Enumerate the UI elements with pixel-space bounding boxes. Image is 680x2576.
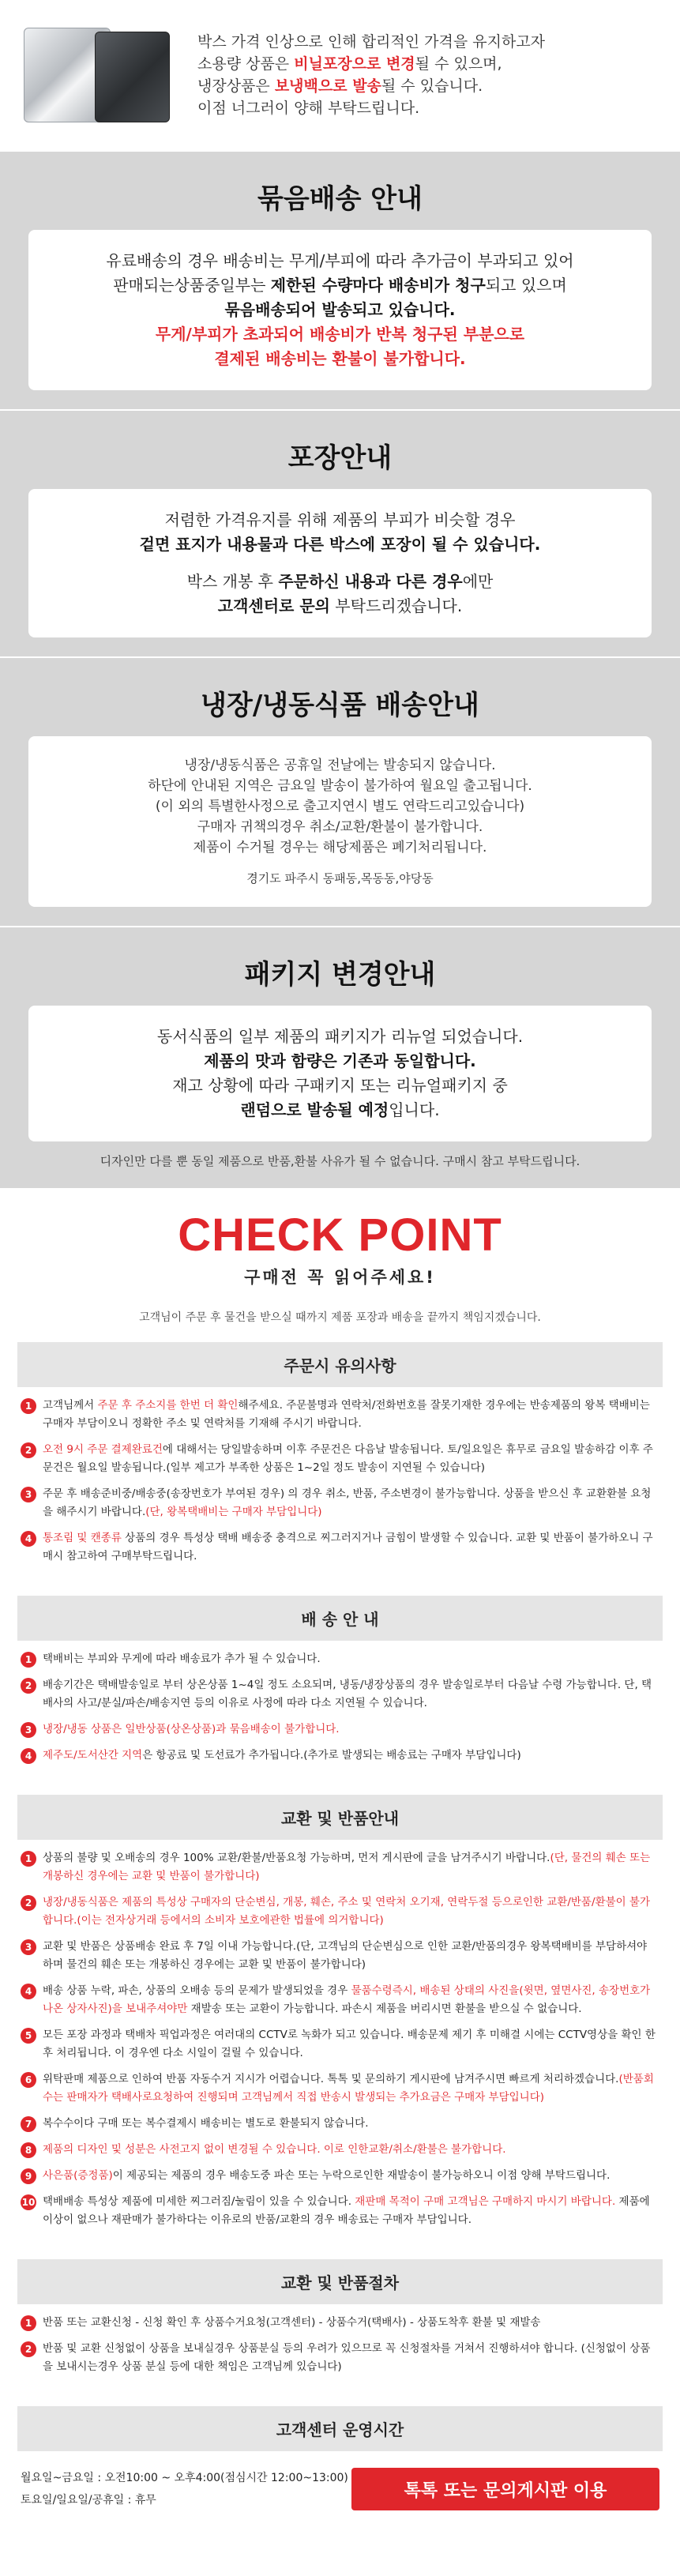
number-badge: 3 xyxy=(21,1722,36,1738)
procedure-header: 교환 및 반품절차 xyxy=(17,2259,663,2304)
customer-center-header: 고객센터 운영시간 xyxy=(17,2406,663,2451)
list-item-text: 상품의 불량 및 오배송의 경우 100% 교환/환불/반품요청 가능하며, 먼저 게시판에 글을 남겨주시기 바랍니다.(단, 물건의 훼손 또는 개봉하신 경우에는 교환 및 반품이 불가합니다) xyxy=(43,1852,651,1882)
number-badge: 3 xyxy=(21,1939,36,1955)
package-change-box: 동서식품의 일부 제품의 패키지가 리뉴얼 되었습니다. 제품의 맛과 함량은 기존과 동일합니다. 재고 상황에 따라 구패키지 또는 리뉴얼패키지 중 랜덤으로 발송될 예정입니다. xyxy=(28,1006,652,1141)
list-item xyxy=(21,1747,659,1765)
talk-or-qna-button[interactable]: 톡톡 또는 문의게시판 이용 xyxy=(351,2468,659,2510)
highlight-text: 비닐포장으로 변경 xyxy=(294,55,415,73)
list-item xyxy=(21,2070,659,2107)
number-badge: 9 xyxy=(21,2168,36,2184)
list-item xyxy=(21,2193,659,2229)
number-badge: 8 xyxy=(21,2142,36,2158)
cold-food-section xyxy=(0,658,680,926)
list-item xyxy=(21,2141,659,2159)
list-item-text: 사은품(증정품)이 제공되는 제품의 경우 배송도중 파손 또는 누락으로인한 재발송이 불가능하오니 이점 양해 부탁드립니다. xyxy=(43,2169,610,2182)
list-item xyxy=(21,2026,659,2063)
list-item xyxy=(21,1650,659,1668)
list-item-text: 반품 또는 교환신청 - 신청 확인 후 상품수거요청(고객센터) - 상품수거(택배사) - 상품도착후 환불 및 재발송 xyxy=(43,2316,541,2329)
list-item xyxy=(21,2167,659,2185)
packaging-bags-image xyxy=(16,16,174,134)
section-title: 냉장/냉동식품 배송안내 xyxy=(201,690,479,721)
number-badge: 3 xyxy=(21,1487,36,1502)
notice-line: 소용량 상품은 비닐포장으로 변경될 수 있으며, xyxy=(197,55,502,73)
list-item xyxy=(21,2314,659,2332)
notice-line: 박스 가격 인상으로 인해 합리적인 가격을 유지하고자 xyxy=(197,33,546,51)
list-item-text: 택배비는 부피와 무게에 따라 배송료가 추가 될 수 있습니다. xyxy=(43,1653,321,1665)
number-badge: 7 xyxy=(21,2116,36,2132)
list-item-text: 배송기간은 택배발송일로 부터 상온상품 1~4일 정도 소요되며, 냉동/냉장상품의 경우 발송일로부터 다음날 수령 가능합니다. 단, 택배사의 사고/분실/파손/배송지연 등의 이유로 사정에 따라 다소 지연될 수 있습니다. xyxy=(43,1679,652,1709)
packaging-change-notice xyxy=(0,0,680,150)
number-badge: 2 xyxy=(21,1678,36,1694)
highlight-text: 냉장/냉동식품은 제품의 특성상 구매자의 단순변심, 개봉, 훼손, 주소 및 연락처 오기재, 연락두절 등으로인한 교환/반품/환불이 불가합니다.(이는 전자상거래 등에서의 소비자 보호에관한 법률에 의거합니다) xyxy=(43,1896,651,1927)
list-item-text: 오전 9시 주문 결제완료건에 대해서는 당일발송하며 이후 주문건은 다음날 발송됩니다. 토/일요일은 휴무로 금요일 발송하감 이후 주문건은 월요일 발송됩니다.(일부 제고가 부족한 상품은 1~2일 정도 발송이 지연될 수 있습니다) xyxy=(43,1443,653,1474)
list-item-text: 반품 및 교환 신청없이 상품을 보내실경우 상품분실 등의 우려가 있으므로 꼭 신청절차를 거쳐서 진행하셔야 합니다. (신청없이 상품을 보내시는경우 상품 분실 등에 대한 책임은 고객님께 있습니다) xyxy=(43,2342,651,2373)
notice-line: 이점 너그러이 양해 부탁드립니다. xyxy=(197,100,420,117)
number-badge: 1 xyxy=(21,2315,36,2331)
list-item xyxy=(21,1849,659,1886)
list-item-text: 모든 포장 과정과 택배차 픽업과정은 여러대의 CCTV로 녹화가 되고 있습니다. 배송문제 제기 후 미해결 시에는 CCTV영상을 확인 한 후 처리됩니다. 이 경우엔 다소 시일이 걸릴 수 있습니다. xyxy=(43,2029,656,2059)
highlight-text: 보냉백으로 발송 xyxy=(274,77,381,95)
highlight-text: 주문 후 주소지를 한번 더 확인 xyxy=(97,1399,239,1412)
number-badge: 6 xyxy=(21,2072,36,2088)
highlight-text: 물품수령즉시, 배송된 상태의 사진을(윗면, 옆면사진, 송장번호가 나온 상자사진)을 보내주셔야만 xyxy=(43,1984,651,2015)
number-badge: 5 xyxy=(21,2028,36,2044)
restricted-area-text: 경기도 파주시 동패동,목동동,야당동 xyxy=(246,871,434,886)
highlight-text: (단, 왕복택배비는 구매자 부담입니다) xyxy=(145,1506,322,1518)
customer-center-row xyxy=(17,2451,663,2527)
number-badge: 2 xyxy=(21,2341,36,2357)
highlight-text: 냉장/냉동 상품은 일반상품(상온상품)과 묶음배송이 불가합니다. xyxy=(43,1723,340,1736)
exchange-list xyxy=(17,1840,663,2242)
list-item xyxy=(21,2115,659,2133)
number-badge: 1 xyxy=(21,1652,36,1668)
number-badge: 4 xyxy=(21,1531,36,1547)
section-title: 패키지 변경안내 xyxy=(244,959,436,991)
packing-section xyxy=(0,411,680,656)
list-item xyxy=(21,1676,659,1713)
number-badge: 1 xyxy=(21,1851,36,1867)
list-item xyxy=(21,1441,659,1477)
highlight-text: 사은품(증정품) xyxy=(43,2169,113,2182)
list-item-text: 배송 상품 누락, 파손, 상품의 오배송 등의 문제가 발생되었을 경우 물품수령즉시, 배송된 상태의 사진을(윗면, 옆면사진, 송장번호가 나온 상자사진)을 보내주셔야만 재발송 또는 교환이 가능합니다. 파손시 제품을 버리시면 환불을 받으실 수 없습니다. xyxy=(43,1984,651,2015)
number-badge: 10 xyxy=(21,2194,36,2210)
list-item xyxy=(21,1720,659,1739)
list-item xyxy=(21,1485,659,1521)
highlight-text: 오전 9시 주문 결제완료건 xyxy=(43,1443,163,1456)
notice-line: 냉장상품은 보냉백으로 발송될 수 있습니다. xyxy=(197,77,483,95)
number-badge: 4 xyxy=(21,1984,36,1999)
check-point-subtitle: 구매전 꼭 읽어주세요! xyxy=(244,1268,436,1287)
cold-food-box: 냉장/냉동식품은 공휴일 전날에는 발송되지 않습니다. 하단에 안내된 지역은 금요일 발송이 불가하여 월요일 출고됩니다. (이 외의 특별한사정으로 출고지연시 별도 연락드리고있습니다) 구매자 귀책의경우 취소/교환/환불이 불가합니다. 제품이 수거될 경우는 해당제품은 폐기처리됩니다. 경기도 파주시 동패동,목동동,야당동 xyxy=(28,736,652,907)
customer-center-hours: 월요일~금요일 : 오전10:00 ~ 오후4:00(점심시간 12:00~13:00) 토요일/일요일/공휴일 : 휴무 xyxy=(21,2472,348,2506)
list-item xyxy=(21,1982,659,2018)
delivery-header: 배 송 안 내 xyxy=(17,1596,663,1641)
list-item xyxy=(21,2340,659,2376)
highlight-text: 제품의 디자인 및 성분은 사전고지 없이 변경될 수 있습니다. 이로 인한교환/취소/환불은 불가합니다. xyxy=(43,2143,506,2156)
list-item-text: 복수수이다 구매 또는 복수결제시 배송비는 별도로 환불되지 않습니다. xyxy=(43,2117,369,2130)
list-item xyxy=(21,1893,659,1930)
list-item xyxy=(21,1529,659,1566)
package-change-note: 디자인만 다를 뿐 동일 제품으로 반품,환불 사유가 될 수 없습니다. 구매시 참고 부탁드립니다. xyxy=(100,1154,580,1168)
procedure-list xyxy=(17,2304,663,2389)
list-item-text: 주문 후 배송준비중/배송중(송장번호가 부여된 경우) 의 경우 취소, 반품, 주소변경이 불가능합니다. 상품을 받으신 후 교환환불 요청을 해주시기 바랍니다.(단, 왕복택배비는 구매자 부담입니다) xyxy=(43,1487,652,1518)
section-title: 묶음배송 안내 xyxy=(257,183,423,215)
list-item-text: 위탁판매 제품으로 인하여 반품 자동수거 지시가 어렵습니다. 톡톡 및 문의하기 게시판에 남겨주시면 빠르게 처리하겠습니다.(반품회수는 판매자가 택배사로요청하여 진행되며 고객님께서 직접 반송시 발생되는 추가요금은 구매자 부담입니다) xyxy=(43,2073,654,2104)
list-item-text xyxy=(43,1893,659,1930)
check-point-section xyxy=(0,1188,680,2543)
number-badge: 1 xyxy=(21,1398,36,1414)
list-item-text: 교환 및 반품은 상품배송 완료 후 7일 이내 가능합니다.(단, 고객님의 단순변심으로 인한 교환/반품의경우 왕복택배비를 부담하셔야 하며 물건의 훼손 또는 개봉하신 경우에는 교환 및 반품이 불가합니다) xyxy=(43,1940,648,1971)
package-change-section xyxy=(0,927,680,1188)
check-point-description: 고객님이 주문 후 물건을 받으실 때까지 제품 포장과 배송을 끝까지 책임지겠습니다. xyxy=(139,1311,541,1324)
list-item-text: 통조림 및 캔종류 상품의 경우 특성상 택배 배송중 충격으로 찌그러지거나 금힘이 발생할 수 있습니다. 교환 및 반품이 불가하오니 구매시 참고하여 구매부탁드립니다. xyxy=(43,1532,653,1563)
list-item-text: 택배배송 특성상 제품에 미세한 찌그러짐/눌림이 있을 수 있습니다. 재판매 목적이 구매 고객님은 구매하지 마시기 바랍니다. 제품에 이상이 없으나 재판매가 불가하다는 이유로의 반품/교환의 경우 배송료는 구매자 부담입니다. xyxy=(43,2195,650,2226)
delivery-list xyxy=(17,1641,663,1777)
dark-bag-shape xyxy=(95,32,170,122)
highlight-text: 제주도/도서산간 지역 xyxy=(43,1749,143,1762)
section-title: 포장안내 xyxy=(287,442,393,474)
exchange-header: 교환 및 반품안내 xyxy=(17,1795,663,1840)
list-item xyxy=(21,1938,659,1974)
number-badge: 2 xyxy=(21,1895,36,1911)
bundle-shipping-box: 유료배송의 경우 배송비는 무게/부피에 따라 추가금이 부과되고 있어 판매되는상품중일부는 제한된 수량마다 배송비가 청구되고 있으며 묶음배송되어 발송되고 있습니다. 무게/부피가 초과되어 배송비가 반복 청구된 부분으로 결제된 배송비는 환불이 불가합니다. xyxy=(28,230,652,390)
highlight-text: 재판매 목적이 구매 고객님은 구매하지 마시기 바랍니다. xyxy=(355,2195,616,2208)
number-badge: 2 xyxy=(21,1442,36,1458)
packing-box: 저렴한 가격유지를 위해 제품의 부피가 비슷할 경우 겉면 표지가 내용물과 다른 박스에 포장이 될 수 있습니다. 박스 개봉 후 주문하신 내용과 다른 경우에만 고객센터로 문의 부탁드리겠습니다. xyxy=(28,489,652,637)
check-point-title: CHECK POINT xyxy=(178,1209,502,1261)
order-notes-header: 주문시 유의사항 xyxy=(17,1342,663,1387)
highlight-text: 통조림 및 캔종류 xyxy=(43,1532,122,1544)
list-item-text: 제주도/도서산간 지역은 항공료 및 도선료가 추가됩니다.(추가로 발생되는 배송료는 구매자 부담입니다) xyxy=(43,1749,521,1762)
highlight-text: (반품회수는 판매자가 택배사로요청하여 진행되며 고객님께서 직접 반송시 발생되는 추가요금은 구매자 부담입니다) xyxy=(43,2073,654,2104)
list-item-text xyxy=(43,1720,340,1739)
highlight-text: (단, 물건의 훼손 또는 개봉하신 경우에는 교환 및 반품이 불가합니다) xyxy=(43,1852,651,1882)
list-item-text xyxy=(43,2141,506,2159)
list-item xyxy=(21,1397,659,1433)
number-badge: 4 xyxy=(21,1748,36,1764)
bundle-shipping-section xyxy=(0,152,680,409)
packaging-change-text xyxy=(174,31,664,119)
order-notes-list xyxy=(17,1387,663,1578)
list-item-text: 고객님께서 주문 후 주소지를 한번 더 확인해주세요. 주문불명과 연락처/전화번호를 잘못기재한 경우에는 반송제품의 왕복 택배비는 구매자 부담이오니 정확한 주소 및 연락처를 기재해 주시기 바랍니다. xyxy=(43,1399,650,1430)
